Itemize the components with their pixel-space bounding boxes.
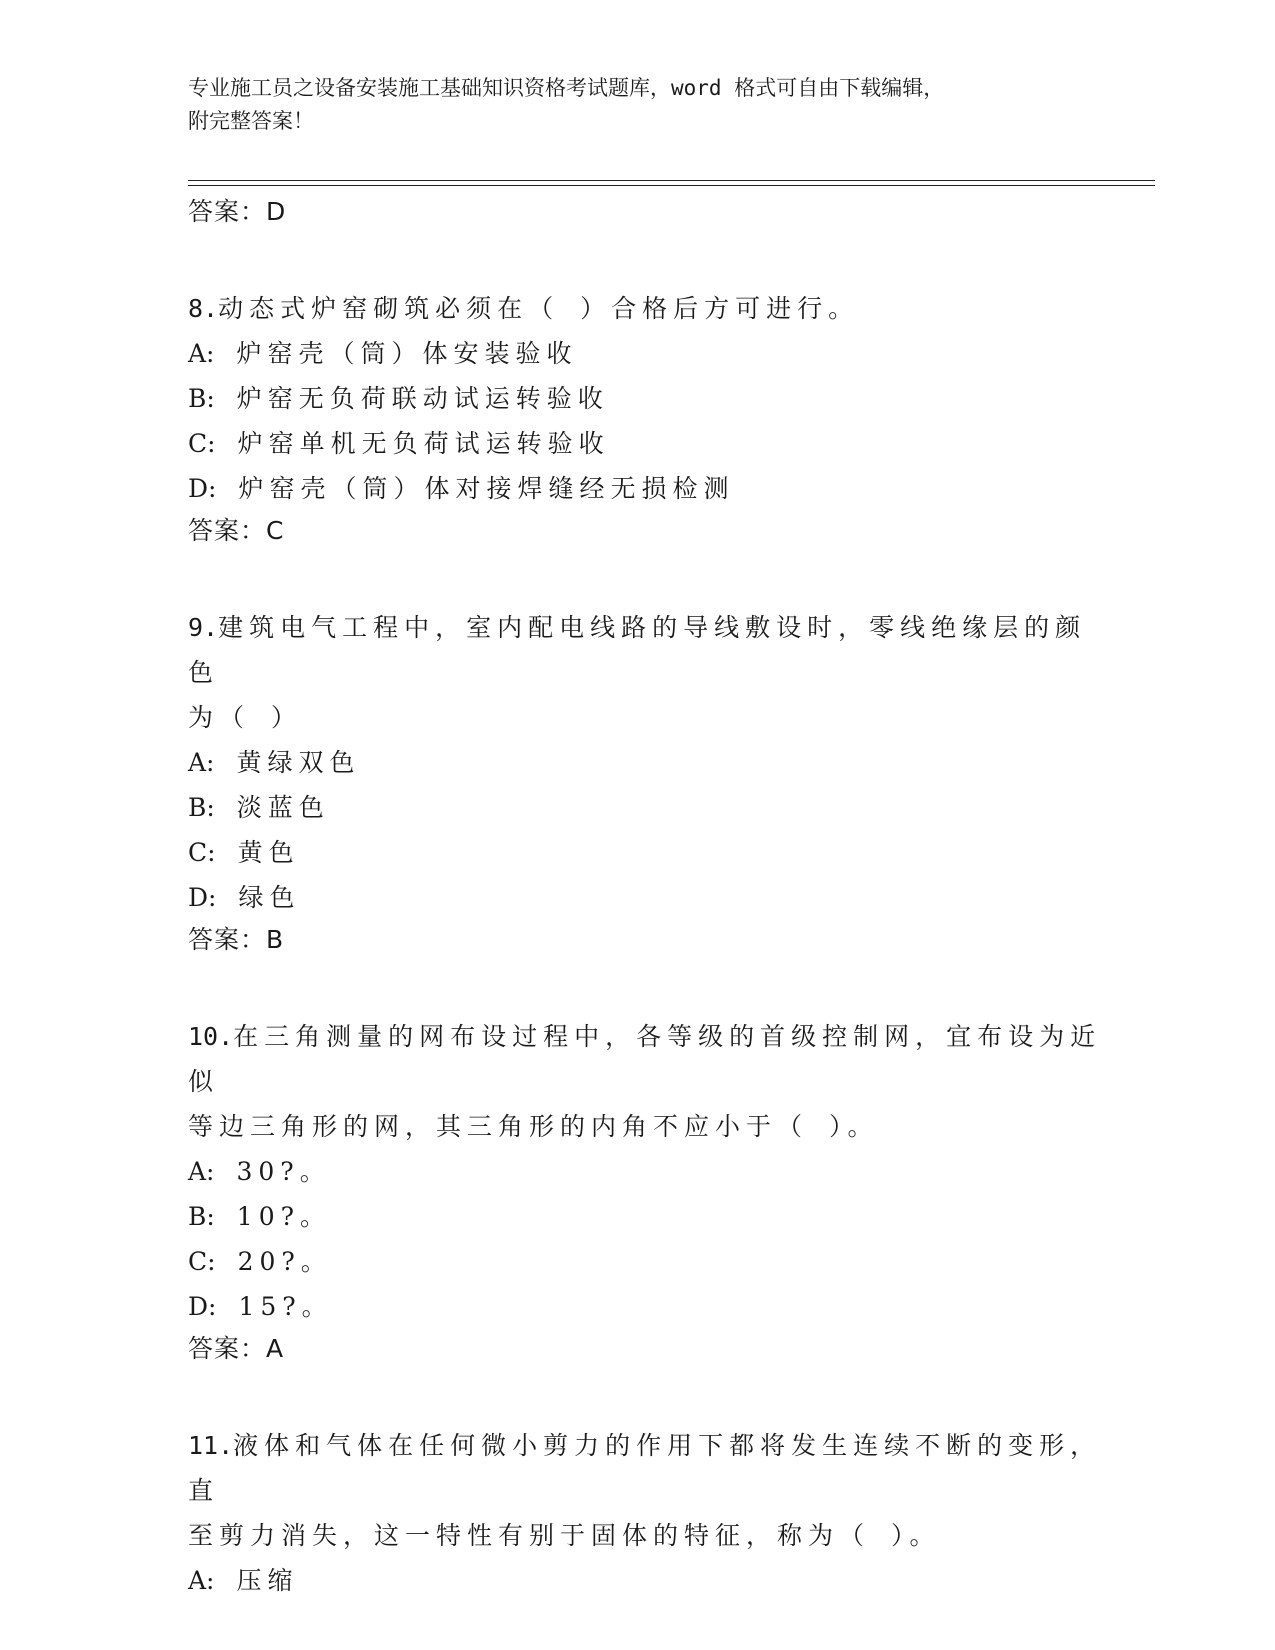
question-number: 9. [188,613,219,642]
question-stem [188,605,1108,695]
answer-label: 答案： [188,516,267,545]
question-stem-line: 液体和气体在任何微小剪力的作用下都将发生连续不断的变形，直 [188,1431,1102,1505]
option-letter: B: [188,793,215,822]
option-text: 淡蓝色 [236,793,330,822]
question-number: 10. [188,1022,234,1051]
option-text: 20?。 [237,1247,332,1276]
option-letter: C: [188,429,216,458]
option-letter: B: [188,384,215,413]
option-text: 炉窑无负荷联动试运转验收 [236,384,609,413]
option-d [188,1284,1108,1329]
answer-value: D [266,197,286,226]
header-divider-bottom [188,185,1155,186]
answer-value: C [266,516,284,545]
answer [188,1329,1108,1369]
option-b [188,1194,1108,1239]
question-stem-line: 动态式炉窑砌筑必须在（ ）合格后方可进行。 [218,294,860,323]
option-letter: B: [188,1202,215,1231]
option-b [188,376,1108,421]
option-a [188,331,1108,376]
question-10 [188,1014,1108,1369]
question-number: 11. [188,1431,234,1460]
answer-value: B [266,925,284,954]
answer-value: A [266,1334,284,1363]
option-text: 绿色 [238,883,301,912]
question-stem [188,286,1108,331]
question-stem [188,1423,1108,1513]
option-a [188,1558,1108,1603]
option-letter: D: [188,1292,217,1321]
question-stem-continuation: 为（ ） [188,703,303,732]
option-text: 炉窑壳（筒）体安装验收 [236,339,578,368]
option-letter: A: [188,339,215,368]
option-letter: A: [188,1566,215,1595]
option-text: 10?。 [236,1202,332,1231]
question-11 [188,1423,1108,1603]
question-number: 8. [188,294,219,323]
document-header [188,72,1088,138]
question-stem [188,1014,1108,1104]
option-letter: A: [188,1157,215,1186]
question-9 [188,605,1108,960]
question-stem-continuation: 至剪力消失，这一特性有别于固体的特征，称为（ ）。 [188,1521,941,1550]
answer-label: 答案： [188,1334,267,1363]
header-line-2: 附完整答案！ [188,109,314,133]
question-8 [188,286,1108,551]
option-a [188,740,1108,785]
option-letter: D: [188,474,217,503]
header-divider-top [188,180,1155,181]
preceding-answer [188,192,1108,232]
option-text: 炉窑壳（筒）体对接焊缝经无损检测 [238,474,735,503]
option-b [188,785,1108,830]
option-text: 炉窑单机无负荷试运转验收 [237,429,610,458]
option-text: 黄色 [237,838,300,867]
option-text: 30?。 [236,1157,331,1186]
answer-label: 答案： [188,925,267,954]
option-letter: D: [188,883,217,912]
question-stem-continuation: 等边三角形的网，其三角形的内角不应小于（ ）。 [188,1112,879,1141]
option-d [188,875,1108,920]
header-line-1: 专业施工员之设备安装施工基础知识资格考试题库，word 格式可自由下载编辑， [188,76,945,100]
option-letter: C: [188,838,216,867]
answer [188,920,1108,960]
question-list [188,192,1108,1603]
answer-label: 答案： [188,197,267,226]
option-a [188,1149,1108,1194]
option-text: 15?。 [238,1292,333,1321]
option-c [188,421,1108,466]
question-stem-line: 在三角测量的网布设过程中，各等级的首级控制网，宜布设为近似 [188,1022,1102,1096]
option-d [188,466,1108,511]
question-stem-line: 建筑电气工程中，室内配电线路的导线敷设时，零线绝缘层的颜色 [188,613,1087,687]
option-text: 压缩 [236,1566,299,1595]
option-letter: A: [188,748,215,777]
option-text: 黄绿双色 [236,748,361,777]
option-c [188,830,1108,875]
answer [188,511,1108,551]
option-letter: C: [188,1247,216,1276]
option-c [188,1239,1108,1284]
